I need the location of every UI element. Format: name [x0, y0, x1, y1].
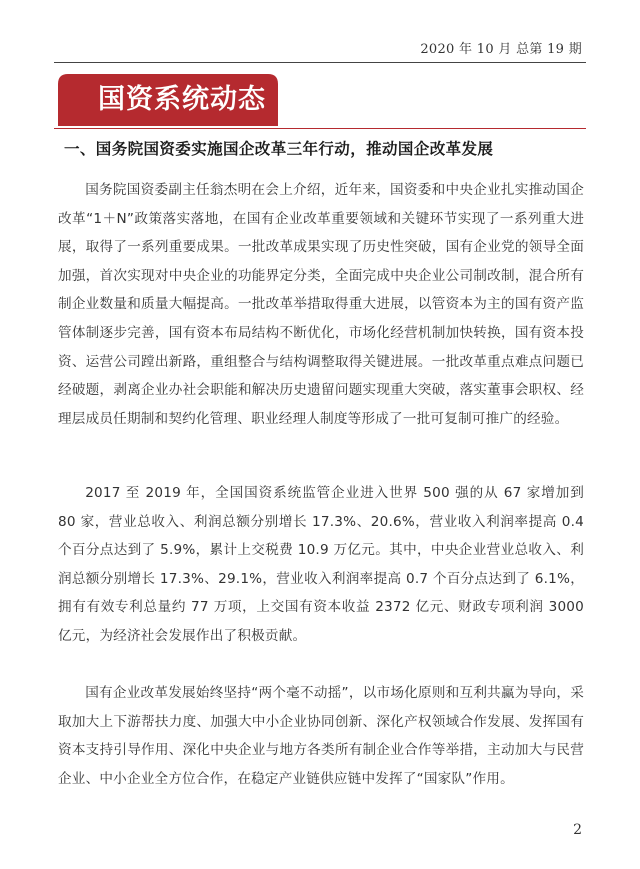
- header-divider: [54, 62, 586, 63]
- page-number: 2: [573, 822, 582, 838]
- issue-date-line: 2020 年 10 月 总第 19 期: [420, 42, 582, 57]
- section-title: 国资系统动态: [98, 84, 266, 115]
- paragraph-reform-progress: 国务院国资委副主任翁杰明在会上介绍，近年来，国资委和中央企业扎实推动国企改革“1＋N”政策落实落地，在国有企业改革重要领域和关键环节实现了一系列重大进展，取得了一系列重要成果。一批改革成果实现了历史性突破，国有企业党的领导全面加强，首次实现对中央企业的功能界定分类，全面完成中央企业公司制改制，混合所有制企业数量和质量大幅提高。一批改革举措取得重大进展，以管资本为主的国有资产监管体制逐步完善，国有资本布局结构不断优化，市场化经营机制加快转换，国有资本投资、运营公司蹚出新路，重组整合与结构调整取得关键进展。一批改革重点难点问题已经破题，剥离企业办社会职能和解决历史遗留问题实现重大突破，落实董事会职权、经理层成员任期制和契约化管理、职业经理人制度等形成了一批可复制可推广的经验。: [58, 182, 584, 427]
- banner-divider: [54, 128, 586, 129]
- article-heading: 一、国务院国资委实施国企改革三年行动，推动国企改革发展: [64, 140, 494, 158]
- section-banner: [58, 74, 278, 126]
- paragraph-cooperation: 国有企业改革发展始终坚持“两个毫不动摇”，以市场化原则和互利共赢为导向，采取加大上下游帮扶力度、加强大中小企业协同创新、深化产权领域合作发展、发挥国有资本支持引导作用、深化中央企业与地方各类所有制企业合作等举措，主动加大与民营企业、中小企业全方位合作，在稳定产业链供应链中发挥了“国家队”作用。: [58, 685, 584, 787]
- paragraph-statistics: 2017 至 2019 年，全国国资系统监管企业进入世界 500 强的从 67 家增加到 80 家，营业总收入、利润总额分别增长 17.3%、20.6%，营业收入利润率提高 0.4 个百分点达到了 5.9%，累计上交税费 10.9 万亿元。其中，中央企业营业总收入、利润总额分别增长 17.3%、29.1%，营业收入利润率提高 0.7 个百分点达到了 6.1%，拥有有效专利总量约 77 万项，上交国有资本收益 2372 亿元、财政专项利润 3000 亿元，为经济社会发展作出了积极贡献。: [58, 485, 584, 644]
